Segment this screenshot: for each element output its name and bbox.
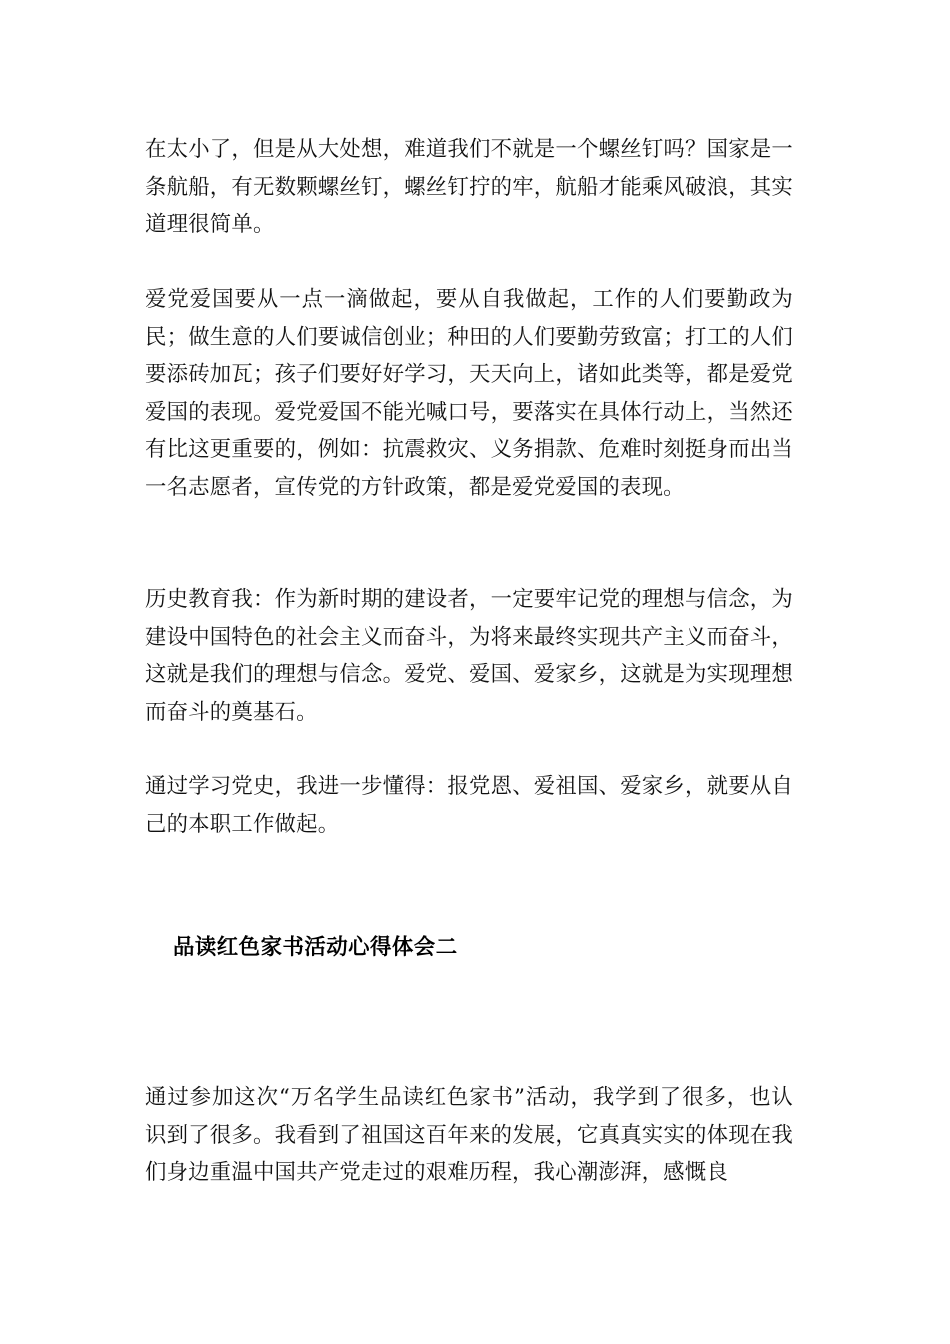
- section-heading: 品读红色家书活动心得体会二: [173, 935, 458, 960]
- paragraph-screw-metaphor: 在太小了，但是从大处想，难道我们不就是一个螺丝钉吗？国家是一条航船，有无数颗螺丝钉，螺丝钉拧的牢，航船才能乘风破浪，其实道理很简单。: [145, 137, 793, 237]
- paragraph-history-education: 历史教育我：作为新时期的建设者，一定要牢记党的理想与信念，为建设中国特色的社会主义而奋斗，为将来最终实现共产主义而奋斗，这就是我们的理想与信念。爱党、爱国、爱家乡，这就是为实现理想而奋斗的奠基石。: [145, 587, 793, 725]
- paragraph-party-history-study: 通过学习党史，我进一步懂得：报党恩、爱祖国、爱家乡，就要从自己的本职工作做起。: [145, 774, 793, 837]
- paragraph-love-party-country: 爱党爱国要从一点一滴做起，要从自我做起，工作的人们要勤政为民；做生意的人们要诚信创业；种田的人们要勤劳致富；打工的人们要添砖加瓦；孩子们要好好学习，天天向上，诸如此类等，都是爱党爱国的表现。爱党爱国不能光喊口号，要落实在具体行动上，当然还有比这更重要的，例如：抗震救灾、义务捐款、危难时刻挺身而出当一名志愿者，宣传党的方针政策，都是爱党爱国的表现。: [145, 287, 793, 500]
- paragraph-red-letters-activity: 通过参加这次“万名学生品读红色家书”活动，我学到了很多，也认识到了很多。我看到了祖国这百年来的发展，它真真实实的体现在我们身边重温中国共产党走过的艰难历程，我心潮澎湃，感慨良: [145, 1085, 793, 1185]
